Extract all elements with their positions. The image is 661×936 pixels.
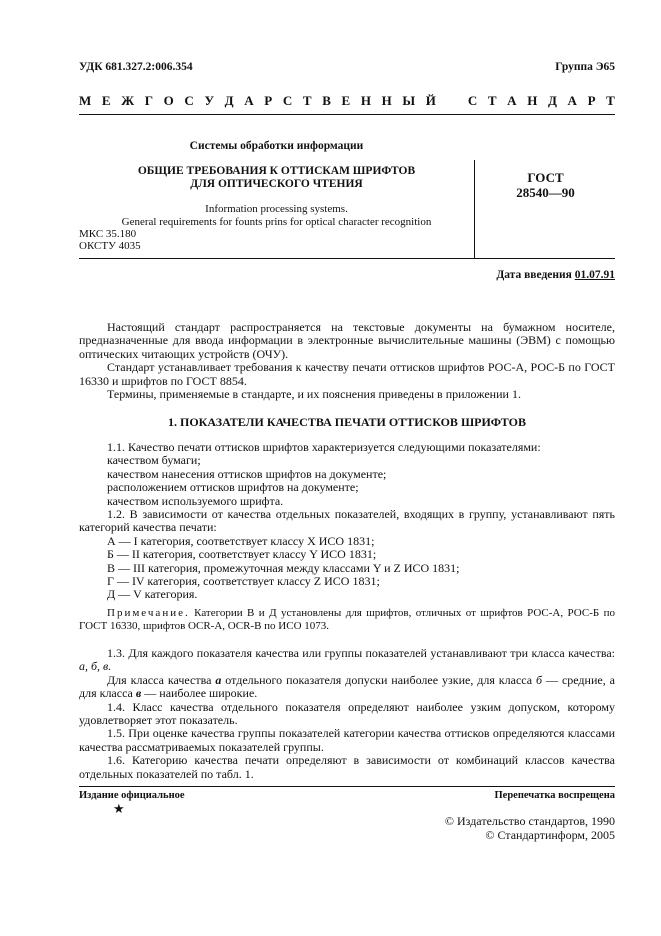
heading-letter: Д	[547, 93, 557, 108]
list-item: качеством нанесения оттисков шрифтов на документе;	[107, 466, 387, 481]
copyright-line: © Стандартинформ, 2005	[485, 828, 615, 842]
heading-letter: Д	[224, 93, 234, 108]
heading-letter: С	[467, 93, 478, 108]
classification-codes	[79, 228, 141, 252]
title-line: ДЛЯ ОПТИЧЕСКОГО ЧТЕНИЯ	[190, 178, 363, 190]
paragraph: 1.1. Качество печати оттисков шрифтов характеризуется следующими показателями:	[107, 440, 541, 454]
paragraph: Термины, применяемые в стандарте, и их пояснения приведены в приложении 1.	[107, 387, 521, 402]
heading-letter: Е	[101, 93, 111, 108]
heading-letter: Ж	[121, 93, 135, 108]
list-item: Д — V категория.	[107, 587, 198, 602]
class-letter: в	[135, 686, 142, 701]
heading-letter: Н	[381, 93, 392, 108]
official-edition: Издание официальное	[79, 790, 185, 801]
title-line: ОБЩИЕ ТРЕБОВАНИЯ К ОТТИСКАМ ШРИФТОВ	[137, 165, 416, 177]
heading-letter: Й	[425, 93, 436, 108]
introduction-date	[496, 269, 615, 281]
heading-letter: Ы	[402, 93, 416, 108]
paragraph-text: — средние, а для класса	[79, 672, 615, 701]
document-subtitle: Системы обработки информации	[189, 140, 364, 152]
heading-letter: А	[244, 93, 254, 108]
heading-letter: Т	[606, 93, 615, 108]
list-item: Г — IV категория, соответствует классу Z ИСО 1831;	[107, 574, 380, 589]
class-letter: а	[215, 672, 222, 687]
note-paragraph	[79, 607, 615, 633]
paragraph: Стандарт устанавливает требования к качеству печати оттисков шрифтов РОС-А, РОС-Б по ГОСТ 16330 и шрифтов по ГОСТ 8854.	[79, 360, 615, 388]
paragraph-text: 1.3. Для каждого показателя качества или группы показателей устанавливают три класса качества:	[107, 646, 615, 660]
heading-letter: Т	[487, 93, 497, 108]
okstu-code: ОКСТУ 4035	[79, 240, 141, 252]
introduction-text	[79, 321, 615, 401]
quality-classes: а, б, в.	[79, 659, 112, 674]
list-item: Б — II категория, соответствует классу Y ИСО 1831;	[107, 547, 377, 562]
gost-label: ГОСТ	[527, 170, 564, 185]
paragraph: 1.2. В зависимости от качества отдельных показателей, входящих в группу, устанавливают пять категорий качества печати:	[79, 507, 615, 535]
paragraph-text: отдельного показателя допуски наиболее узкие, для класса	[221, 672, 537, 687]
interstate-standard-heading	[79, 93, 615, 109]
mks-code: МКС 35.180	[79, 228, 137, 240]
heading-letter: Н	[360, 93, 371, 108]
heading-letter: С	[282, 93, 293, 108]
heading-letter: А	[567, 93, 577, 108]
gost-number: 28540—90	[516, 185, 575, 200]
title-block-divider	[474, 160, 475, 258]
intro-date-value: 01.07.91	[574, 269, 615, 281]
intro-date-label: Дата введения	[496, 269, 575, 281]
paragraph-text: Для класса качества	[107, 672, 216, 687]
list-item: качеством бумаги;	[107, 453, 201, 468]
paragraph: 1.5. При оценке качества группы показателей категории качества оттисков определяются классами качества рассматриваемых показателей группы.	[79, 726, 615, 754]
paragraph	[79, 674, 615, 701]
section-heading: 1. ПОКАЗАТЕЛИ КАЧЕСТВА ПЕЧАТИ ОТТИСКОВ ШРИФТОВ	[168, 415, 526, 429]
class-letter: б	[536, 672, 543, 687]
heading-letter: М	[79, 93, 92, 108]
header-rule	[79, 114, 615, 115]
note-block	[79, 607, 615, 633]
english-title	[79, 203, 474, 229]
reprint-prohibited: Перепечатка воспрещена	[494, 790, 615, 801]
paragraph	[79, 647, 615, 674]
star-icon: ★	[113, 801, 125, 816]
heading-letter: Р	[264, 93, 273, 108]
note-label: Примечание.	[107, 607, 190, 619]
heading-letter: Е	[341, 93, 351, 108]
paragraph: 1.4. Класс качества отдельного показателя определяют наиболее узким допуском, которому удовлетворяет этот показатель.	[79, 699, 615, 728]
heading-letter: Г	[144, 93, 154, 108]
section-1-continued	[79, 647, 615, 781]
section-1-text	[79, 441, 615, 602]
note-text: Категории В и Д установлены для шрифтов, отличных от шрифтов РОС-А, РОС-Б по ГОСТ 16330, шрифтов OCR-A, OCR-B по ИСО 1073.	[79, 607, 615, 632]
heading-letter: У	[204, 93, 214, 108]
english-title-line: General requirements for founts prins for optical character recognition	[121, 216, 432, 228]
heading-letter: А	[507, 93, 517, 108]
list-item: расположением оттисков шрифтов на документе;	[107, 480, 359, 495]
udk-code: УДК 681.327.2:006.354	[79, 61, 193, 73]
heading-letter: В	[322, 93, 331, 108]
heading-letter: Т	[302, 93, 312, 108]
list-item: В — III категория, промежуточная между классами Y и Z ИСО 1831;	[107, 560, 460, 575]
heading-letter: Н	[527, 93, 538, 108]
paragraph: 1.6. Категорию качества печати определяют в зависимости от комбинаций классов качества отдельных показателей по табл. 1.	[79, 753, 615, 781]
footer-rule	[79, 786, 615, 787]
english-title-line: Information processing systems.	[205, 203, 348, 215]
heading-letter: Р	[587, 93, 596, 108]
group-code: Группа Э65	[555, 61, 615, 73]
heading-letter: О	[163, 93, 174, 108]
heading-letter: С	[184, 93, 194, 108]
list-item: качеством используемого шрифта.	[107, 493, 284, 508]
gost-number-block	[476, 170, 615, 200]
title-block-rule	[79, 258, 615, 259]
paragraph-text: — наиболее широкие.	[141, 686, 258, 701]
list-item: А — I категория, соответствует классу X ИСО 1831;	[107, 533, 375, 548]
copyright-line: © Издательство стандартов, 1990	[444, 814, 615, 828]
paragraph: Настоящий стандарт распространяется на текстовые документы на бумажном носителе, предназначенные для ввода информации в электронные вычислительные машины (ЭВМ) с помощью оптических читающих устройств (ОЧУ).	[79, 320, 615, 361]
document-title	[79, 165, 474, 191]
